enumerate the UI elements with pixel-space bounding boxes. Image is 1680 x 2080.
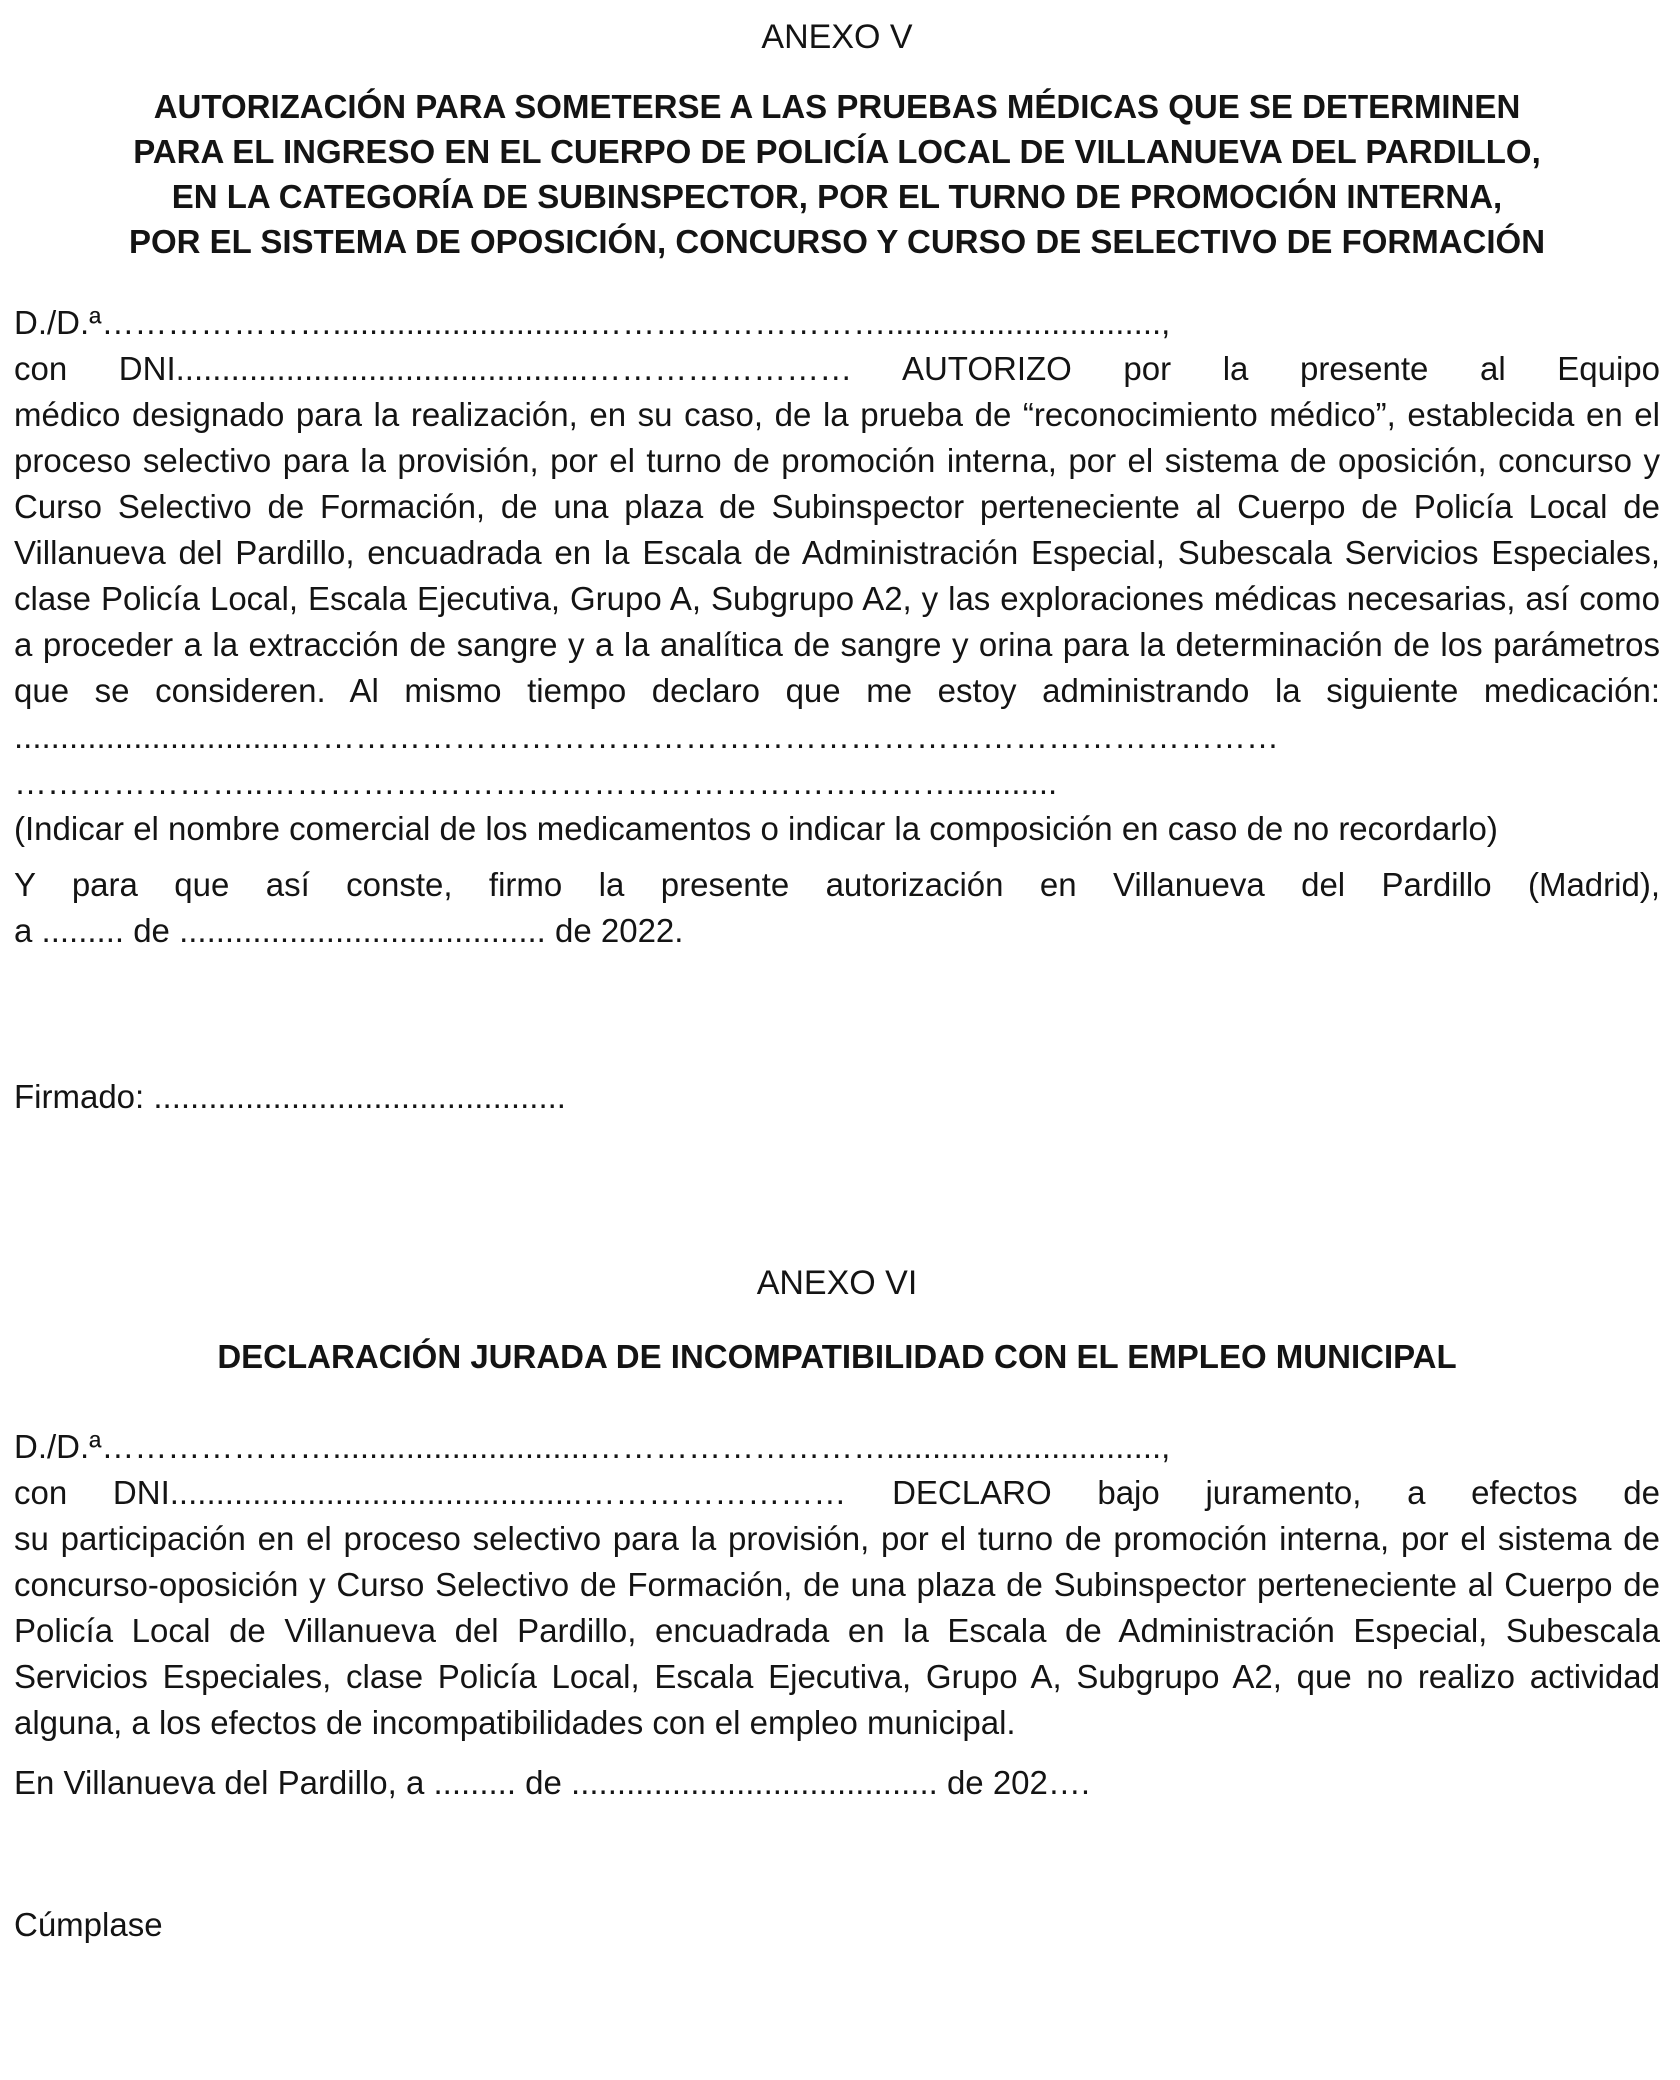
anexo-v-title: ANEXO V	[761, 18, 913, 56]
place-date-fill-line: En Villanueva del Pardillo, a ......... de ........................................ de 202….	[14, 1764, 1091, 1801]
dni-fill-line: con DNI.............................................…………………… AUTORIZO por la presente al Equipo	[14, 350, 1660, 387]
medication-dots-line-1: ..............................………………………………………………………………………………	[14, 718, 1280, 755]
anexo-vi-declaration-paragraph	[14, 1424, 1660, 1746]
name-fill-line: D./D.ª…………………............................………………………..............................,	[14, 1428, 1171, 1465]
anexo-v-authorization-paragraph	[14, 300, 1660, 806]
dni-fill-line: con DNI.............................................…………………… DECLARO bajo juramento, a efectos de	[14, 1474, 1660, 1511]
authorization-body-text: médico designado para la realización, en su caso, de la prueba de “reconocimiento médico”, establecida en el proceso selectivo para la provisión, por el turno de promoción interna, por el sistema de oposición, concurso y Curso Selectivo de Formación, de una plaza de Subinspector perteneciente al Cuerpo de Policía Local de Villanueva del Pardillo, encuadrada en la Escala de Administración Especial, Subescala Servicios Especiales, clase Policía Local, Escala Ejecutiva, Grupo A, Subgrupo A2, y las exploraciones médicas necesarias, así como a proceder a la extracción de sangre y a la analítica de sangre y orina para la determinación de los parámetros que se consideren. Al mismo tiempo declaro que me estoy administrando la siguiente medicación:	[14, 396, 1660, 709]
date-fill-line: a ......... de ........................................ de 2022.	[14, 912, 684, 949]
anexo-v-heading-line-1: AUTORIZACIÓN PARA SOMETERSE A LAS PRUEBAS MÉDICAS QUE SE DETERMINEN	[153, 88, 1521, 125]
signature-line: Firmado: .............................................	[14, 1078, 566, 1115]
anexo-v-section	[14, 14, 1660, 1120]
anexo-v-closing	[14, 862, 1660, 954]
closing-line: Y para que así conste, firmo la presente autorización en Villanueva del Pardillo (Madrid),	[14, 866, 1660, 903]
anexo-v-heading	[14, 84, 1660, 264]
medication-dots-line-2: …………………..………………………………………………………...........	[14, 764, 1058, 801]
anexo-vi-heading: DECLARACIÓN JURADA DE INCOMPATIBILIDAD CON EL EMPLEO MUNICIPAL	[217, 1338, 1457, 1375]
anexo-vi-section	[14, 1260, 1660, 1948]
medication-note: (Indicar el nombre comercial de los medicamentos o indicar la composición en caso de no recordarlo)	[14, 810, 1498, 847]
anexo-v-heading-line-4: POR EL SISTEMA DE OPOSICIÓN, CONCURSO Y CURSO DE SELECTIVO DE FORMACIÓN	[128, 223, 1546, 260]
anexo-v-heading-line-3: EN LA CATEGORÍA DE SUBINSPECTOR, POR EL TURNO DE PROMOCIÓN INTERNA,	[171, 178, 1503, 215]
name-fill-line: D./D.ª…………………............................………………………..............................,	[14, 304, 1171, 341]
anexo-vi-title: ANEXO VI	[756, 1264, 918, 1302]
anexo-v-heading-line-2: PARA EL INGRESO EN EL CUERPO DE POLICÍA LOCAL DE VILLANUEVA DEL PARDILLO,	[133, 133, 1541, 170]
declaration-body-text: su participación en el proceso selectivo para la provisión, por el turno de promoción interna, por el sistema de concurso-oposición y Curso Selectivo de Formación, de una plaza de Subinspector perteneciente al Cuerpo de Policía Local de Villanueva del Pardillo, encuadrada en la Escala de Administración Especial, Subescala Servicios Especiales, clase Policía Local, Escala Ejecutiva, Grupo A, Subgrupo A2, que no realizo actividad alguna, a los efectos de incompatibilidades con el empleo municipal.	[14, 1520, 1660, 1741]
cumplase-label: Cúmplase	[14, 1906, 163, 1943]
